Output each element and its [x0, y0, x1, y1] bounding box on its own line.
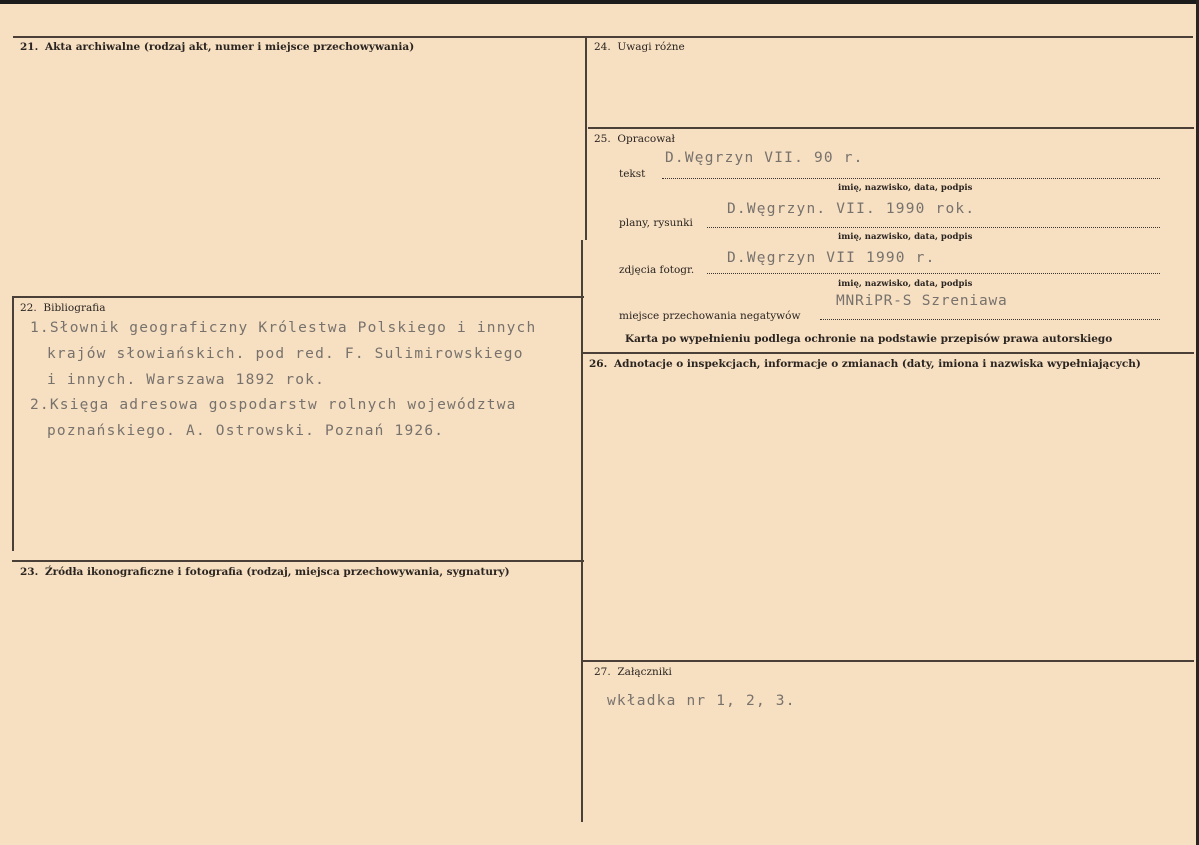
bibliography-line-2: krajów słowiańskich. pod red. F. Sulimirowskiego	[47, 346, 524, 362]
rule-26	[583, 352, 1194, 354]
copyright-notice: Karta po wypełnieniu podlega ochronie na podstawie przepisów prawa autorskiego	[625, 333, 1113, 345]
column-divider	[585, 36, 587, 240]
section-27-number: 27.	[594, 666, 611, 678]
bibliography-line-3: i innych. Warszawa 1892 rok.	[47, 372, 326, 388]
section-26-title	[589, 358, 1141, 370]
negatywy-line	[820, 319, 1160, 320]
section-23-text: Źródła ikonograficzne i fotografia (rodzaj, miejsca przechowywania, sygnatury)	[44, 566, 510, 578]
tekst-line	[662, 178, 1160, 179]
section-24-number: 24.	[594, 41, 611, 53]
negatywy-label: miejsce przechowania negatywów	[619, 310, 801, 322]
section-26-text: Adnotacje o inspekcjach, informacje o zmianach (daty, imiona i nazwiska wypełniających)	[613, 358, 1141, 370]
section-22-title	[20, 302, 106, 314]
tekst-label: tekst	[619, 168, 646, 180]
rule-25	[588, 127, 1194, 129]
plany-line	[707, 227, 1160, 228]
bibliography-line-1: 1.Słownik geograficzny Królestwa Polskiego i innych	[30, 320, 537, 336]
section-27-text: Załączniki	[617, 666, 672, 678]
left-border	[12, 296, 14, 551]
top-edge	[0, 0, 1199, 4]
section-24-title	[594, 41, 685, 53]
section-25-text: Opracował	[617, 133, 675, 145]
section-21-title	[20, 41, 414, 53]
zdjecia-label: zdjęcia fotogr.	[619, 264, 695, 276]
section-23-number: 23.	[20, 566, 39, 578]
zdjecia-caption: imię, nazwisko, data, podpis	[838, 279, 973, 289]
bibliography-line-4: 2.Księga adresowa gospodarstw rolnych województwa	[30, 397, 517, 413]
rule-22	[12, 296, 584, 298]
section-23-title	[20, 566, 510, 578]
plany-value: D.Węgrzyn. VII. 1990 rok.	[727, 201, 976, 217]
section-22-number: 22.	[20, 302, 37, 314]
zdjecia-value: D.Węgrzyn VII 1990 r.	[727, 250, 936, 266]
tekst-value: D.Węgrzyn VII. 90 r.	[665, 150, 864, 166]
section-21-number: 21.	[20, 41, 39, 53]
tekst-caption: imię, nazwisko, data, podpis	[838, 183, 973, 193]
section-25-number: 25.	[594, 133, 611, 145]
attachments-value: wkładka nr 1, 2, 3.	[607, 693, 796, 709]
rule-27	[583, 660, 1194, 662]
plany-caption: imię, nazwisko, data, podpis	[838, 232, 973, 242]
column-divider-lower	[581, 240, 583, 822]
plany-label: plany, rysunki	[619, 217, 693, 229]
section-21-text: Akta archiwalne (rodzaj akt, numer i miejsce przechowywania)	[44, 41, 415, 53]
section-25-title	[594, 133, 675, 145]
top-rule	[13, 36, 1193, 38]
section-22-text: Bibliografia	[43, 302, 106, 314]
negatywy-value: MNRiPR-S Szreniawa	[836, 293, 1008, 309]
section-26-number: 26.	[589, 358, 608, 370]
section-27-title	[594, 666, 672, 678]
zdjecia-line	[707, 273, 1160, 274]
bibliography-line-5: poznańskiego. A. Ostrowski. Poznań 1926.	[47, 423, 445, 439]
rule-23	[12, 560, 584, 562]
section-24-text: Uwagi różne	[617, 41, 685, 53]
